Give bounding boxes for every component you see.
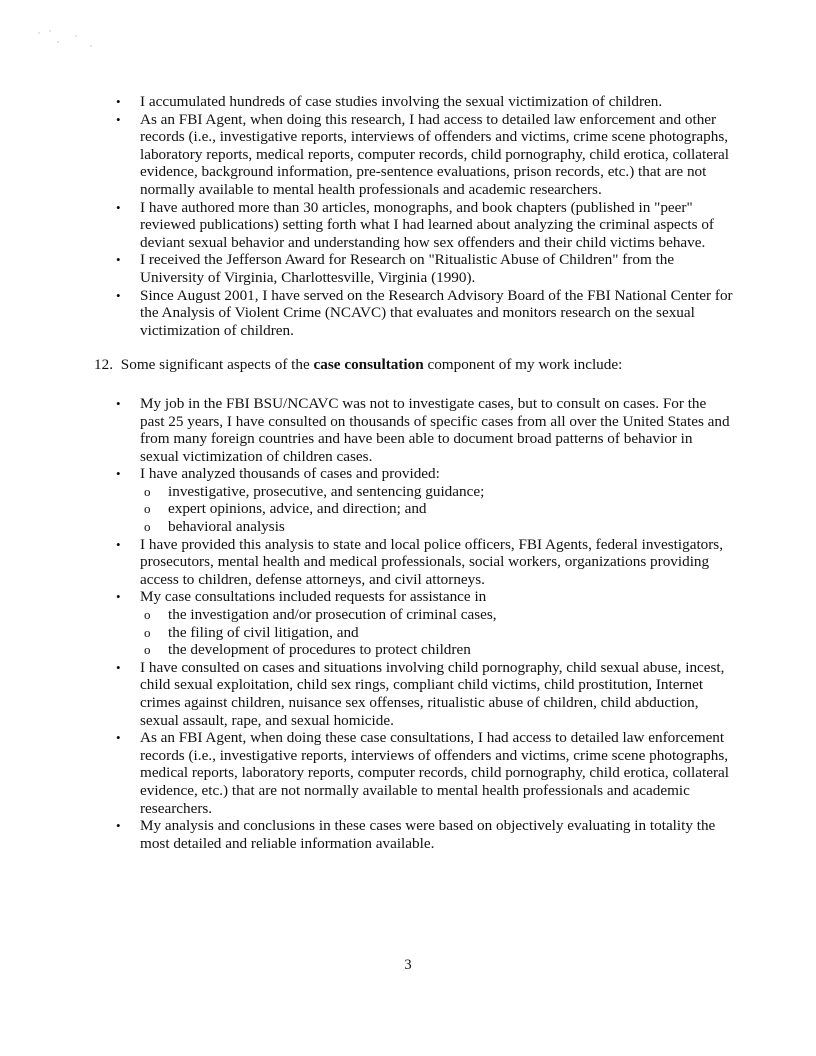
sub-list: [140, 483, 734, 536]
bullet-icon: •: [116, 466, 121, 482]
sub-list-item: o investigative, prosecutive, and sentencing guidance;: [144, 482, 485, 500]
list-item: • I have provided this analysis to state and local police officers, FBI Agents, federal investigators, prosecutors, mental health and medical professionals, social workers, organizations providing access to children, defense attorneys, and civil attorneys.: [116, 535, 724, 588]
page-number: 3: [404, 957, 412, 973]
sub-list-item: o the filing of civil litigation, and: [144, 623, 359, 641]
sub-list-item: o behavioral analysis: [144, 518, 285, 536]
bullet-icon: •: [116, 589, 121, 605]
bullet-icon: •: [116, 659, 121, 675]
list-item: • I received the Jefferson Award for Research on "Ritualistic Abuse of Children" from the University of Virginia, Charlottesville, Virginia (1990).: [116, 251, 675, 286]
bullet-icon: •: [116, 818, 121, 834]
list-item: • I have consulted on cases and situations involving child pornography, child sexual abuse, incest, child sexual exploitation, child sex rings, compliant child victims, child prostitution, Internet crimes against children, nuisance sex offenses, ritualistic abuse of children, child abduction, sexual assault, rape, and sexual homicide.: [116, 658, 725, 729]
research-bullet-list: [94, 93, 734, 339]
bullet-icon: •: [116, 730, 121, 746]
bullet-icon: •: [116, 536, 121, 552]
circle-bullet-icon: o: [144, 483, 151, 499]
sub-list-item: o the development of procedures to protect children: [144, 641, 471, 659]
list-item: • I accumulated hundreds of case studies involving the sexual victimization of children.: [116, 93, 663, 110]
document-body: [94, 93, 734, 852]
circle-bullet-icon: o: [144, 642, 151, 658]
list-item: • Since August 2001, I have served on the Research Advisory Board of the FBI National Center for the Analysis of Violent Crime (NCAVC) that evaluates and monitors research on the sexual victimization of children.: [116, 286, 733, 339]
list-item: • I have analyzed thousands of cases and provided: o investigative, prosecutive, and sentencing guidance; o expert opinions, advice, and direction; and o behavioral analysis: [94, 465, 734, 535]
list-item: • My job in the FBI BSU/NCAVC was not to investigate cases, but to consult on cases. For the past 25 years, I have consulted on thousands of specific cases from all over the United States and from many foreign countries and have been able to document broad patterns of behavior in sexual victimization of children cases.: [116, 394, 730, 465]
scan-artifact-dots: [36, 28, 96, 50]
circle-bullet-icon: o: [144, 607, 151, 623]
sub-list: [140, 606, 734, 659]
consultation-bullet-list: [94, 395, 734, 852]
sub-list-item: o the investigation and/or prosecution of criminal cases,: [144, 606, 497, 624]
bullet-icon: •: [116, 252, 121, 268]
list-item: • I have authored more than 30 articles, monographs, and book chapters (published in "peer" reviewed publications) setting forth what I had learned about analyzing the criminal aspects of deviant sexual behavior and understanding how sex offenders and their child victims behave.: [116, 198, 714, 251]
list-item: • My analysis and conclusions in these cases were based on objectively evaluating in totality the most detailed and reliable information available.: [116, 817, 716, 852]
paragraph-number: 12.: [94, 356, 113, 374]
list-item: • My case consultations included requests for assistance in o the investigation and/or prosecution of criminal cases, o the filing of civil litigation, and o the development of procedures to protect children: [94, 588, 734, 658]
circle-bullet-icon: o: [144, 624, 151, 640]
bullet-icon: •: [116, 94, 121, 109]
bullet-icon: •: [116, 287, 121, 303]
bullet-icon: •: [116, 199, 121, 215]
circle-bullet-icon: o: [144, 519, 151, 535]
paragraph-12: 12. Some significant aspects of the case consultation component of my work include:: [94, 356, 623, 374]
list-item: • As an FBI Agent, when doing these case consultations, I had access to detailed law enforcement records (i.e., investigative reports, interviews of offenders and victims, crime scene photographs, medical reports, laboratory reports, computer records, child pornography, child erotica, collateral evidence, etc.) that are not normally available to mental health professionals and academic researchers.: [116, 729, 729, 817]
bullet-icon: •: [116, 395, 121, 411]
list-item: • As an FBI Agent, when doing this research, I had access to detailed law enforcement and other records (i.e., investigative reports, interviews of offenders and victims, crime scene photographs, laboratory reports, medical reports, computer records, child pornography, child erotica, collateral evidence, background information, pre-sentence evaluations, prison records, etc.) that are not normally available to mental health professionals and academic researchers.: [116, 110, 729, 198]
sub-list-item: o expert opinions, advice, and direction; and: [144, 500, 427, 518]
circle-bullet-icon: o: [144, 501, 151, 517]
bullet-icon: •: [116, 111, 121, 127]
bold-phrase: case consultation: [313, 356, 424, 374]
